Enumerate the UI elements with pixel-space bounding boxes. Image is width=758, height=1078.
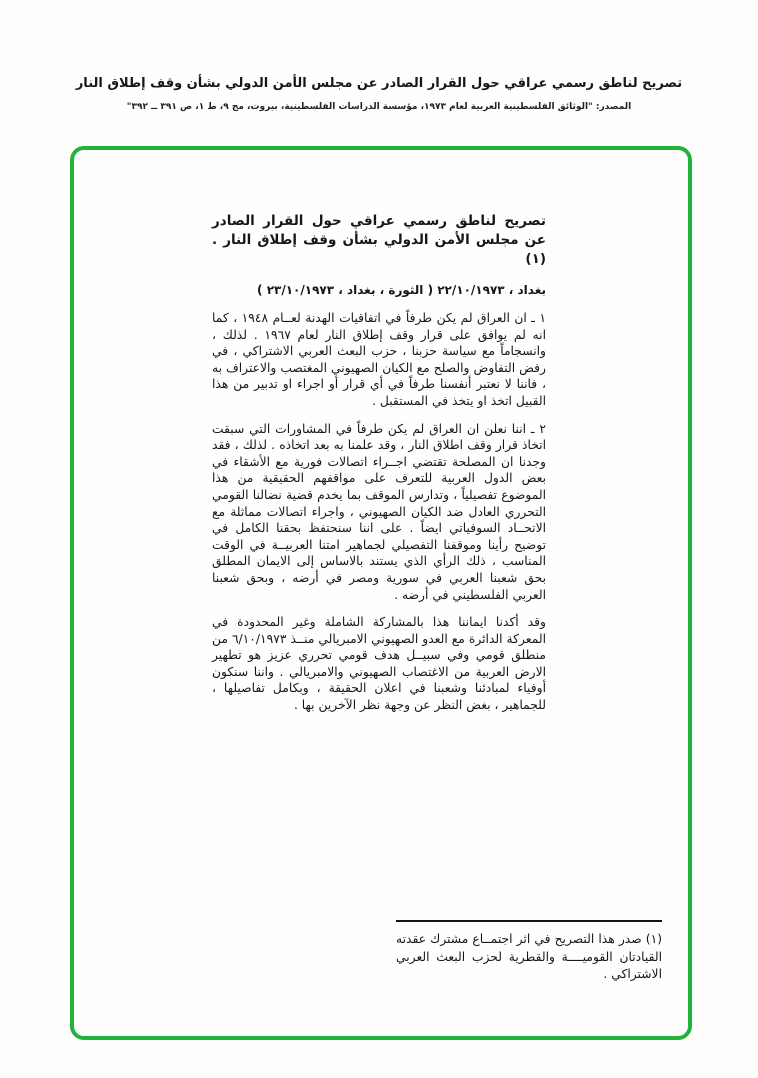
paragraph-1: ١ ـ ان العراق لم يكن طرفاً في اتفاقيات الهدنة لعــام ١٩٤٨ ، كما انه لم يوافق على قرار وقف إطلاق النار لعام ١٩٦٧ . لذلك ، وانسجاماً مع سياسة حزبنا ، حزب البعث العربي الاشتراكي ، في رفض التفاوض والصلح مع الكيان الصهيوني المغتصب والاعتراف به ، فاننا لا نعتبر أنفسنا طرفاً في أي قرار أو اجراء او تدبير من هذا القبيل اتخذ او يتخذ في المستقبل . (212, 311, 546, 408)
header-title: تصريح لناطق رسمي عراقي حول القرار الصادر عن مجلس الأمن الدولي بشأن وقف إطلاق النار (75, 76, 683, 91)
footnote-text: (١) صدر هذا التصريح في اثر اجتمــاع مشترك عقدته القيادتان القوميــــة والقطرية لحزب البعث العربي الاشتراكي . (396, 932, 662, 981)
document-dateline: بغداد ، ٢٢/١٠/١٩٧٣ ( الثورة ، بغداد ، ٢٣/١٠/١٩٧٣ ) (257, 283, 546, 297)
green-frame (70, 146, 692, 1040)
document-title: تصريح لناطق رسمي عراقي حول القرار الصادر عن مجلس الأمن الدولي بشأن وقف إطلاق النار . (١) (212, 213, 546, 267)
paragraph-2: ٢ ـ اننا نعلن ان العراق لم يكن طرفاً في المشاورات التي سبقت اتخاذ قرار وقف اطلاق النار ، وقد علمنا به بعد اتخاذه . لذلك ، فقد وجدنا ان المصلحة تقتضي اجــراء اتصالات فورية مع الأشقاء في بعض الدول العربية للتعرف على مواقفهم الحقيقية من هذا الموضوع تفصيلياً ، وتدارس الموقف بما يخدم قضية نضالنا القومي التحرري العادل ضد الكيان الصهيوني ، واجراء اتصالات مماثلة مع الاتحــاد السوفياتي ايضاً . على اننا سنحتفظ بحقنا الكامل في توضيح رأينا وموقفنا التفصيلي لجماهير امتنا العربيــة في الوقت المناسب ، ذلك الرأي الذي يستند بالاساس إلى الايمان المطلق بحق شعبنا العربي في سورية ومصر في أرضه ، وبحق شعبنا العربي الفلسطيني في أرضه . (212, 421, 546, 602)
footnote-divider (396, 920, 662, 922)
document-body (212, 212, 546, 714)
paragraph-3: وقد أكدنا ايماننا هذا بالمشاركة الشاملة وغير المحدودة في المعركة الدائرة مع العدو الصهيوني الامبريالي منــذ ٦/١٠/١٩٧٣ من منطلق قومي وفي سبيــل هدف قومي تحرري عزيز هو تطهير الارض العربية من الاغتصاب الصهيوني والامبريالي . واننا سنكون أوفياء لمبادئنا وشعبنا في اعلان الحقيقة ، وبكامل تفاصيلها ، للجماهير ، بغض النظر عن وجهة نظر الآخرين بها . (212, 615, 546, 713)
header-source: المصدر: "الوثائق الفلسطينية العربية لعام ١٩٧٣، مؤسسة الدراسات الفلسطينية، بيروت، مج ٩، ط ١، ص ٣٩١ ــ ٣٩٢" (126, 102, 632, 112)
footnote-block (396, 920, 662, 984)
